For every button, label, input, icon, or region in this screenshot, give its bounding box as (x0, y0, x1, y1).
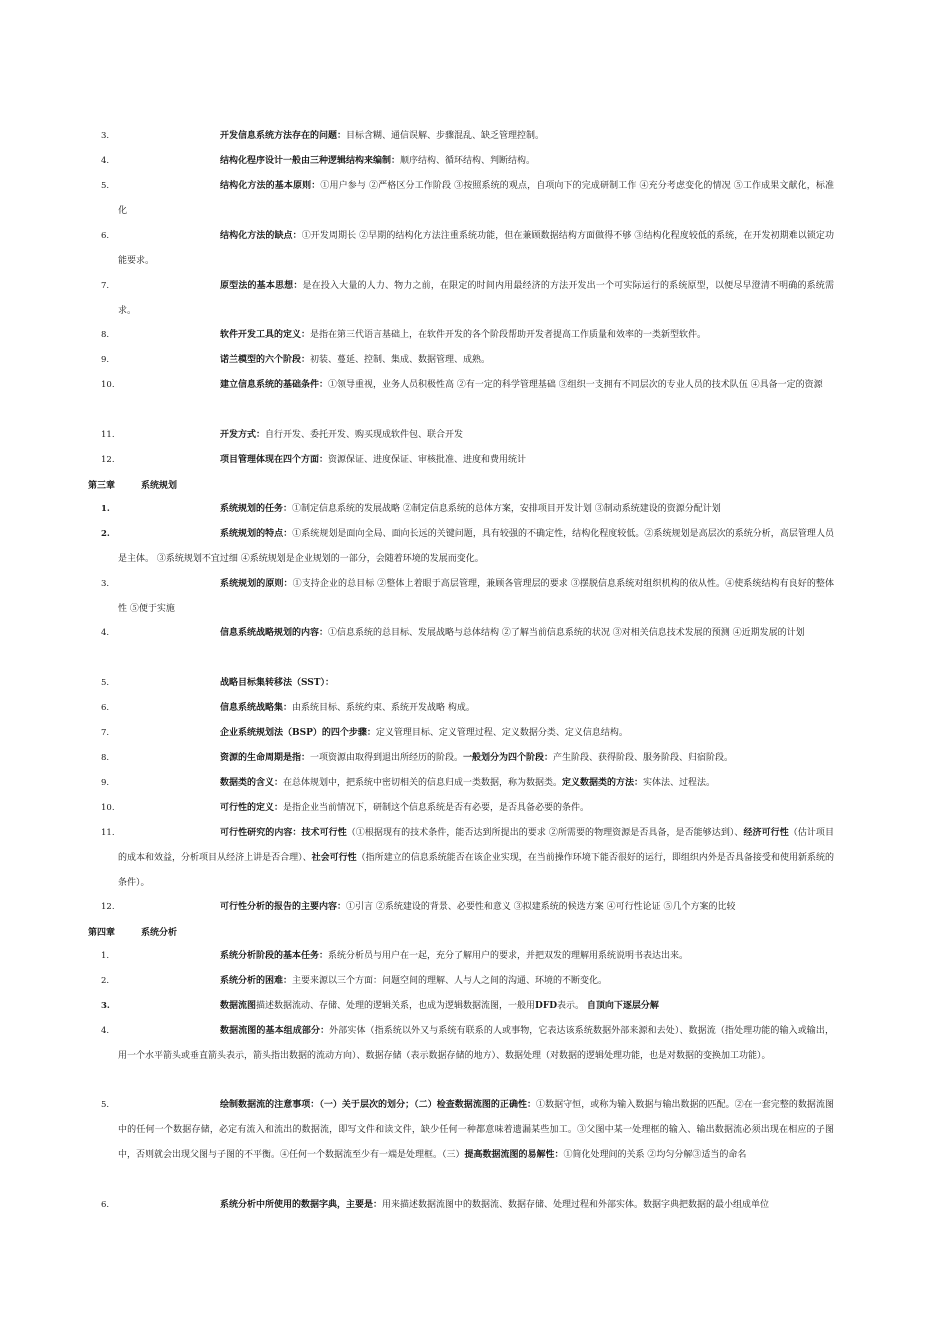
list-item (101, 821, 834, 896)
item-text: （①根据现有的技术条件，能否达到所提出的要求 ②所需要的物理资源是否具备，是否能够达到）、 (346, 828, 744, 838)
item-term: 建立信息系统的基础条件： (220, 380, 329, 390)
item-term: 信息系统战略规划的内容： (220, 628, 329, 638)
chapter-label: 第三章 (88, 481, 116, 491)
item-text: 初装、蔓延、控制、集成、数据管理、成熟。 (310, 355, 491, 365)
item-text: ①领导重视，业务人员积极性高 ②有一定的科学管理基础 ③组织一支拥有不同层次的专业人员的技术队伍 ④具备一定的资源 (328, 380, 823, 390)
item-term: 绘制数据流的注意事项：（一）关于层次的划分；（二）检查数据流图的正确性： (220, 1100, 537, 1110)
item-text: 主要来源以三个方面：问题空间的理解、人与人之间的沟通、环境的不断变化。 (292, 976, 608, 986)
item-term: 结构化方法的基本原则： (220, 181, 321, 191)
item-number: 3. (101, 131, 110, 141)
chapter-label: 第四章 (88, 928, 116, 938)
list-item (101, 621, 834, 646)
item-number: 12. (101, 902, 115, 912)
item-term: 系统分析阶段的基本任务： (220, 951, 329, 961)
list-item (101, 572, 834, 622)
item-text: 定义管理目标、定义管理过程、定义数据分类、定义信息结构。 (375, 728, 628, 738)
item-text: 是指企业当前情况下，研制这个信息系统是否有必要，是否具备必要的条件。 (283, 803, 590, 813)
item-number: 12. (101, 455, 115, 465)
item-number: 3. (101, 579, 110, 589)
list-item (101, 994, 834, 1019)
item-number: 1. (101, 951, 110, 961)
item-term: 诺兰模型的六个阶段： (220, 355, 311, 365)
item-text: 外部实体（指系统以外又与系统有联系的人或事物，它表达该系统数据外部来源和去处）、数据流（指处理功能的输入或输出，用一个水平箭头或垂直箭头表示，箭头指出数据的流动方向）、数据存储（表示数据存储的地方）、数据处理（对数据的逻辑处理功能，也是对数据的变换加工功能）。 (118, 1026, 834, 1061)
item-number: 3. (101, 1001, 110, 1011)
list-item (101, 323, 834, 348)
item-term: 数据流图 (220, 1001, 257, 1011)
list-item (101, 497, 834, 522)
item-text: ①用户参与 ②严格区分工作阶段 ③按照系统的观点，自项向下的完成研制工作 ④充分考虑变化的情况 ⑤工作成果文献化，标准化 (118, 181, 834, 216)
chapter-heading (88, 923, 177, 943)
item-number: 1. (101, 504, 110, 514)
item-text: 表示。 (557, 1001, 587, 1011)
item-number: 8. (101, 753, 110, 763)
item-term: 定义数据类的方法： (562, 778, 644, 788)
item-term: 系统规划的任务： (220, 504, 293, 514)
item-number: 11. (101, 828, 115, 838)
list-item (101, 944, 834, 969)
item-number: 4. (101, 156, 110, 166)
list-item (101, 448, 834, 473)
item-term: 提高数据流图的易解性： (464, 1150, 564, 1160)
item-text: ①支持企业的总目标 ②整体上着眼于高层管理，兼顾各管理层的要求 ③摆脱信息系统对组织机构的依从性。④使系统结构有良好的整体性 ⑤便于实施 (118, 579, 834, 614)
item-term: 开发方式： (220, 430, 266, 440)
item-term: 资源的生命周期是指： (220, 753, 311, 763)
item-text: ①信息系统的总目标、发展战略与总体结构 ②了解当前信息系统的状况 ③对相关信息技术发展的预测 ④近期发展的计划 (328, 628, 805, 638)
item-number: 10. (101, 803, 115, 813)
item-term: 战略目标集转移法（SST）： (220, 678, 334, 688)
list-item (101, 224, 834, 274)
item-term: 系统规划的特点： (220, 529, 293, 539)
item-text: 由系统目标、系统约束、系统开发战略 构成。 (292, 703, 475, 713)
item-term: 可行性分析的报告的主要内容： (220, 902, 347, 912)
item-term: 自顶向下逐层分解 (586, 1001, 659, 1011)
item-number: 4. (101, 628, 110, 638)
list-item (101, 746, 834, 771)
item-text: 系统分析员与用户在一起，充分了解用户的要求，并把双发的理解用系统说明书表达出来。 (328, 951, 689, 961)
item-number: 5. (101, 678, 110, 688)
item-number: 11. (101, 430, 115, 440)
item-text: ①开发周期长 ②早期的结构化方法注重系统功能，但在兼顾数据结构方面做得不够 ③结构化程度较低的系统，在开发初期难以锁定功能要求。 (118, 231, 834, 266)
item-number: 4. (101, 1026, 110, 1036)
item-number: 9. (101, 778, 110, 788)
item-text: ①引言 ②系统建设的背景、必要性和意义 ③拟建系统的候选方案 ④可行性论证 ⑤几个方案的比较 (346, 902, 736, 912)
item-term: 原型法的基本思想： (220, 281, 303, 291)
list-item (101, 895, 834, 920)
item-number: 9. (101, 355, 110, 365)
item-text: 是在投入大量的人力、物力之前，在限定的时间内用最经济的方法开发出一个可实际运行的系统原型，以便尽早澄清不明确的系统需求。 (118, 281, 834, 316)
item-text: 顺序结构、循环结构、判断结构。 (400, 156, 536, 166)
item-text: ①简化处理间的关系 ②均匀分解③适当的命名 (563, 1150, 747, 1160)
list-item (101, 671, 834, 696)
item-term: 社会可行性 (311, 853, 357, 863)
list-item (101, 174, 834, 224)
item-term: 一般划分为四个阶段： (463, 753, 554, 763)
list-item (101, 373, 834, 398)
list-item (101, 771, 834, 796)
item-number: 5. (101, 1100, 110, 1110)
item-text: 描述数据流动、存储、处理的逻辑关系，也成为逻辑数据流图，一般用 (256, 1001, 536, 1011)
item-term: 可行性研究的内容： (220, 828, 302, 838)
item-text: 自行开发、委托开发、购买现成软件包、联合开发 (265, 430, 464, 440)
item-text: （指所建立的信息系统能否在该企业实现，在当前操作环境下能否很好的运行，即组织内外是否具备接受和使用新系统的条件）。 (118, 853, 834, 888)
list-item (101, 1193, 834, 1218)
chapter-heading (88, 476, 177, 496)
list-item (101, 721, 834, 746)
item-term: 可行性的定义： (220, 803, 284, 813)
item-text: 实体法、过程法。 (643, 778, 716, 788)
list-item (101, 1093, 834, 1168)
item-term: 数据流图的基本组成部分： (220, 1026, 330, 1036)
item-text: 产生阶段、获得阶段、服务阶段、归宿阶段。 (553, 753, 734, 763)
item-text: ①制定信息系统的发展战略 ②制定信息系统的总体方案，安排项目开发计划 ③制动系统建设的资源分配计划 (292, 504, 721, 514)
item-number: 6. (101, 1200, 110, 1210)
item-number: 2. (101, 529, 110, 539)
list-item (101, 796, 834, 821)
item-term: 系统分析的困难： (220, 976, 293, 986)
list-item (101, 696, 834, 721)
item-number: 6. (101, 231, 110, 241)
list-item (101, 522, 834, 572)
item-text: 用来描述数据流图中的数据流、数据存储、处理过程和外部实体。数据字典把数据的最小组成单位 (382, 1200, 770, 1210)
list-item (101, 423, 834, 448)
item-text: ①数据守恒，或称为输入数据与输出数据的匹配。②在一套完整的数据流图中的任何一个数据存储，必定有流入和流出的数据流，即写文件和读文件，缺少任何一种都意味着遗漏某些加工。③父图中某一处理框的输入、输出数据流必须出现在相应的子图中，否则就会出现父图与子图的不平衡。④任何一个数据流至少有一端是处理框。（三） (118, 1100, 834, 1160)
item-number: 10. (101, 380, 115, 390)
item-term: 开发信息系统方法存在的问题： (220, 131, 347, 141)
item-number: 7. (101, 728, 110, 738)
item-term: 企业系统规划法（BSP）的四个步骤： (220, 728, 376, 738)
item-text: （估计项目的成本和效益，分析项目从经济上讲是否合理）、 (118, 828, 834, 863)
item-term: 项目管理体现在四个方面： (220, 455, 329, 465)
item-term: 结构化程序设计一般由三种逻辑结构来编制： (220, 156, 401, 166)
item-text: ①系统规划是面向全局、面向长远的关键问题，具有较强的不确定性，结构化程度较低。②系统规划是高层次的系统分析，高层管理人员是主体。 ③系统规划不宜过细 ④系统规划是企业规划的一部分，会随着环境的发展而变化。 (118, 529, 834, 564)
item-term: 数据类的含义： (220, 778, 284, 788)
item-term: 系统分析中所使用的数据字典，主要是： (220, 1200, 383, 1210)
item-text: 是指在第三代语言基础上，在软件开发的各个阶段帮助开发者提高工作质量和效率的一类新型软件。 (310, 330, 707, 340)
list-item (101, 274, 834, 324)
item-term: 软件开发工具的定义： (220, 330, 311, 340)
item-number: 6. (101, 703, 110, 713)
item-number: 5. (101, 181, 110, 191)
item-number: 2. (101, 976, 110, 986)
item-term: 经济可行性 (743, 828, 789, 838)
item-number: 7. (101, 281, 110, 291)
list-item (101, 1019, 834, 1069)
item-term: 信息系统战略集： (220, 703, 293, 713)
item-term: DFD (535, 1001, 558, 1011)
chapter-title: 系统规划 (141, 481, 178, 491)
list-item (101, 969, 834, 994)
list-item (101, 124, 834, 149)
item-number: 8. (101, 330, 110, 340)
list-item (101, 348, 834, 373)
chapter-title: 系统分析 (141, 928, 178, 938)
item-term: 结构化方法的缺点： (220, 231, 302, 241)
item-text: 资源保证、进度保证、审核批准、进度和费用统计 (328, 455, 527, 465)
item-text: 目标含糊、通信误解、步骤混乱、缺乏管理控制。 (346, 131, 545, 141)
item-text: 在总体规划中，把系统中密切相关的信息归成一类数据，称为数据类。 (283, 778, 563, 788)
list-item (101, 149, 834, 174)
item-term: 技术可行性 (301, 828, 347, 838)
item-term: 系统规划的原则： (220, 579, 293, 589)
item-text: 一项资源由取得到退出所经历的阶段。 (310, 753, 464, 763)
